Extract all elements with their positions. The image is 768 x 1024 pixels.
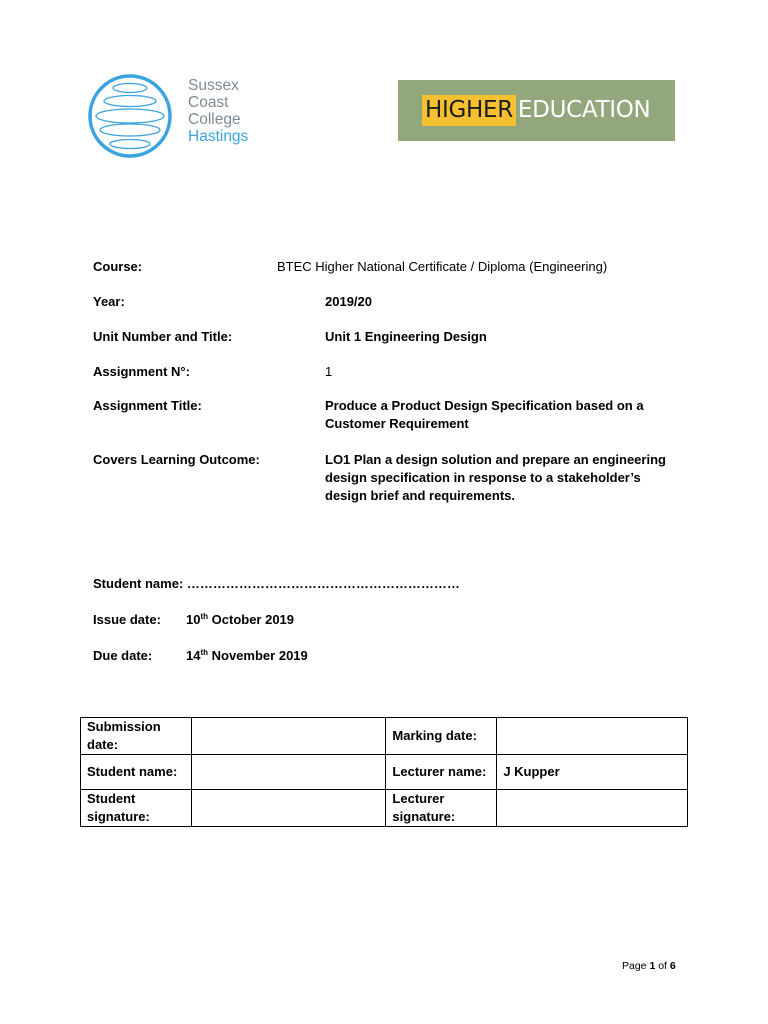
lecturer-signature-label — [386, 790, 497, 827]
assignment-number-label: Assignment N°: — [93, 364, 190, 379]
unit-value: Unit 1 Engineering Design — [325, 329, 487, 344]
logo-line-coast: Coast — [188, 94, 229, 111]
page-number — [622, 960, 676, 972]
assignment-number-value: 1 — [325, 364, 333, 379]
page-current: 1 — [649, 960, 656, 972]
unit-label: Unit Number and Title: — [93, 329, 233, 344]
assignment-title-line: Customer Requirement — [325, 416, 469, 431]
due-date-label: Due date: — [93, 648, 153, 663]
table-row — [81, 718, 688, 755]
student-name-label: Student name: — [93, 576, 184, 591]
table-row — [81, 755, 688, 790]
logo-line-hastings: Hastings — [188, 128, 249, 145]
learning-outcome-value — [325, 451, 685, 505]
due-day-suffix: th — [200, 648, 209, 657]
assignment-title-label: Assignment Title: — [93, 398, 202, 413]
student-signature-label-line: Student — [87, 791, 136, 806]
logo-line-college: College — [188, 111, 241, 128]
college-logo-mark — [86, 74, 182, 158]
learning-outcome-label: Covers Learning Outcome: — [93, 452, 260, 467]
course-value: BTEC Higher National Certificate / Diploma (Engineering) — [277, 259, 608, 274]
student-signature-label — [81, 790, 192, 827]
student-signature-cell[interactable] — [191, 790, 386, 827]
issue-date-label: Issue date: — [93, 612, 161, 627]
lecturer-signature-label-line: Lecturer — [392, 791, 445, 806]
student-signature-label-line: signature: — [87, 809, 150, 824]
lecturer-signature-label-line: signature: — [392, 809, 456, 824]
submission-date-label-line: Submission — [87, 719, 161, 734]
submission-date-label-line: date: — [87, 737, 119, 752]
page-total: 6 — [669, 960, 676, 972]
table-student-name-label: Student name: — [81, 755, 192, 790]
due-day: 14 — [186, 648, 201, 663]
assignment-title-line: Produce a Product Design Specification based on a — [325, 398, 644, 413]
due-date-value — [186, 648, 308, 663]
table-student-name-cell[interactable] — [191, 755, 386, 790]
student-name-dots: ……………………………………………………… — [186, 576, 460, 591]
student-name-line — [93, 576, 460, 591]
submission-date-cell[interactable] — [191, 718, 386, 755]
lecturer-name-label: Lecturer name: — [386, 755, 497, 790]
submission-table — [80, 717, 688, 827]
lecturer-signature-cell[interactable] — [497, 790, 688, 827]
learning-outcome-line: LO1 Plan a design solution and prepare an engineering — [325, 452, 666, 467]
issue-day-suffix: th — [200, 612, 209, 621]
issue-day: 10 — [186, 612, 201, 627]
marking-date-cell[interactable] — [497, 718, 688, 755]
course-label: Course: — [93, 259, 143, 274]
issue-date-value — [186, 612, 294, 627]
logo-line-sussex: Sussex — [188, 77, 239, 94]
higher-education-banner — [398, 80, 675, 141]
learning-outcome-line: design brief and requirements. — [325, 488, 515, 503]
lecturer-name-value: J Kupper — [497, 755, 688, 790]
year-label: Year: — [93, 294, 125, 309]
banner-higher-text: HIGHER — [422, 95, 516, 126]
banner-education-text: EDUCATION — [517, 97, 651, 123]
college-logo-text — [188, 77, 248, 145]
issue-month-year: October 2019 — [208, 612, 295, 627]
year-value: 2019/20 — [325, 294, 372, 309]
page-word: Page — [622, 960, 650, 972]
submission-date-label — [81, 718, 192, 755]
due-month-year: November 2019 — [208, 648, 308, 663]
table-row — [81, 790, 688, 827]
learning-outcome-line: design specification in response to a stakeholder’s — [325, 470, 641, 485]
page-of-word: of — [655, 960, 670, 972]
assignment-title-value — [325, 397, 685, 433]
marking-date-label: Marking date: — [386, 718, 497, 755]
